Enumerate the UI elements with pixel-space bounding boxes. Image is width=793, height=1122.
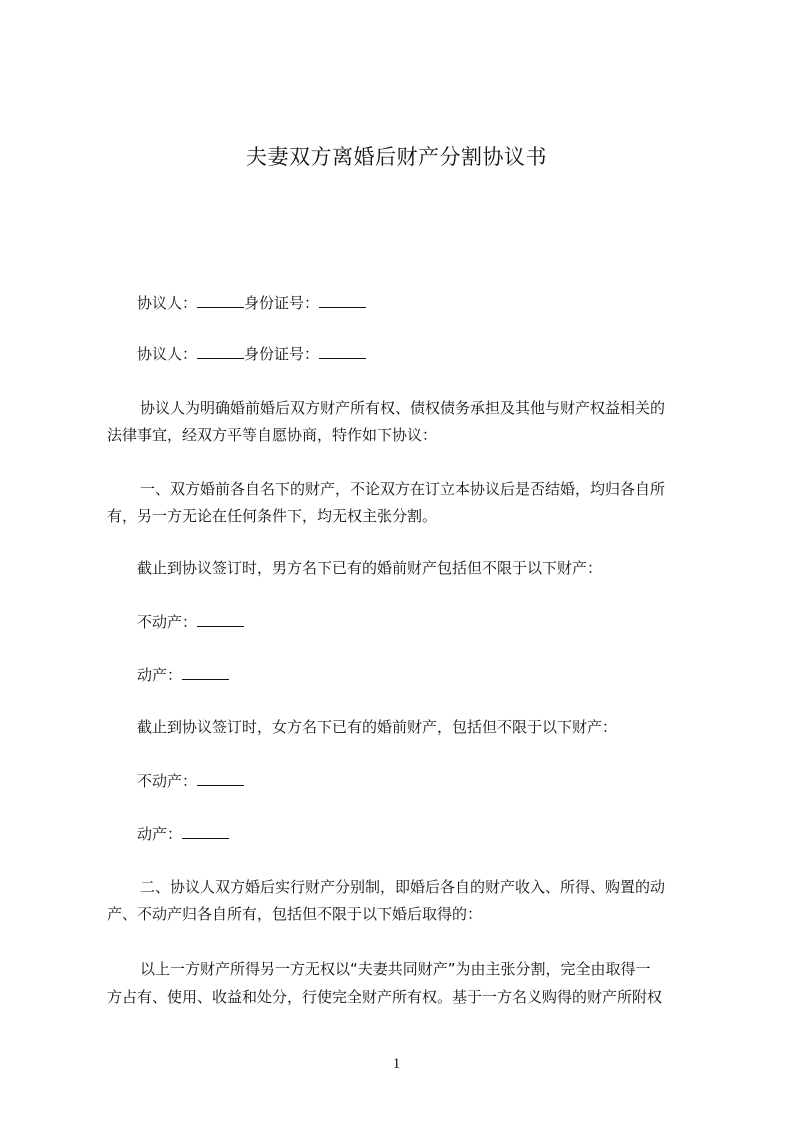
female-assets-intro: 截止到协议签订时，女方名下已有的婚前财产，包括但不限于以下财产： [137,718,618,736]
clause-1-line-1: 一、双方婚前各自名下的财产，不论双方在订立本协议后是否结婚，均归各自所 [140,480,666,498]
female-movable-row [137,822,229,845]
female-real-estate-row [137,769,244,792]
male-assets-intro: 截止到协议签订时，男方名下已有的婚前财产包括但不限于以下财产： [137,559,603,577]
clause-2-line-2: 产、不动产归各自所有，包括但不限于以下婚后取得的： [107,905,483,923]
preamble-line-2: 法律事宜，经双方平等自愿协商，特作如下协议： [107,426,438,444]
party-2-id-label: 身份证号： [244,345,320,363]
party-1-id-blank [319,291,366,308]
male-real-estate-label: 不动产： [137,613,198,631]
female-real-estate-label: 不动产： [137,772,198,790]
clause-3-line-2: 方占有、使用、收益和处分，行使完全财产所有权。基于一方名义购得的财产所附权 [107,988,663,1006]
clause-1-line-2: 有，另一方无论在任何条件下，均无权主张分割。 [107,507,438,525]
page-number: 1 [392,1056,401,1072]
party-1-name-blank [197,291,244,308]
party-2-name-blank [197,342,244,359]
female-movable-label: 动产： [137,825,183,843]
male-movable-blank [182,663,229,680]
clause-2-line-1: 二、协议人双方婚后实行财产分别制，即婚后各自的财产收入、所得、购置的动 [140,878,666,896]
document-title: 夫妻双方离婚后财产分割协议书 [246,145,547,169]
party-1-id-label: 身份证号： [244,294,320,312]
party-2-id-blank [319,342,366,359]
male-real-estate-row [137,610,244,633]
male-movable-row [137,663,229,686]
male-movable-label: 动产： [137,666,183,684]
female-real-estate-blank [197,769,244,786]
female-movable-blank [182,822,229,839]
party-1-label: 协议人： [137,294,198,312]
party-2-label: 协议人： [137,345,198,363]
party-2-row [137,342,366,365]
clause-3-line-1: 以上一方财产所得另一方无权以“夫妻共同财产”为由主张分割，完全由取得一 [140,960,651,978]
party-1-row [137,291,366,314]
preamble-line-1: 协议人为明确婚前婚后双方财产所有权、债权债务承担及其他与财产权益相关的 [140,399,666,417]
male-real-estate-blank [197,610,244,627]
